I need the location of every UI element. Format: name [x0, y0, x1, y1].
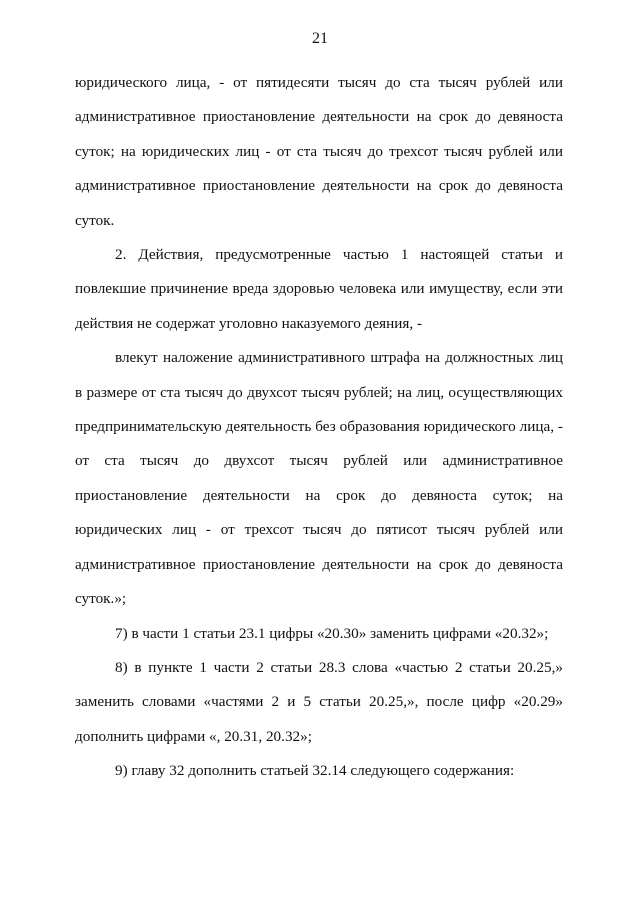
paragraph-item-7: 7) в части 1 статьи 23.1 цифры «20.30» заменить цифрами «20.32»;	[115, 624, 549, 642]
paragraph-item-8: 8) в пункте 1 части 2 статьи 28.3 слова «частью 2 статьи 20.25,» заменить словами «частями 2 и 5 статьи 20.25,», после цифр «20.29» дополнить цифрами «, 20.31, 20.32»;	[75, 658, 563, 745]
paragraph-item-9: 9) главу 32 дополнить статьей 32.14 следующего содержания:	[115, 762, 515, 780]
paragraph-penalty: влекут наложение административного штрафа на должностных лиц в размере от ста тысяч до двухсот тысяч рублей; на лиц, осуществляющих предпринимательскую деятельность без образования юридического лица, - от ста тысяч до двухсот тысяч рублей или административное приостановление деятельности на срок до девяноста суток; на юридических лиц - от трехсот тысяч до пятисот тысяч рублей или административное приостановление деятельности на срок до девяноста суток.»;	[75, 349, 563, 608]
document-body	[75, 66, 563, 789]
paragraph-part-2: 2. Действия, предусмотренные частью 1 настоящей статьи и повлекшие причинение вреда здоровью человека или имуществу, если эти действия не содержат уголовно наказуемого деяния, -	[75, 246, 563, 332]
page-number: 21	[312, 30, 328, 47]
paragraph-continuation: юридического лица, - от пятидесяти тысяч до ста тысяч рублей или административное приостановление деятельности на срок до девяноста суток; на юридических лиц - от ста тысяч до трехсот тысяч рублей или административное приостановление деятельности на срок до девяноста суток.	[75, 74, 563, 229]
